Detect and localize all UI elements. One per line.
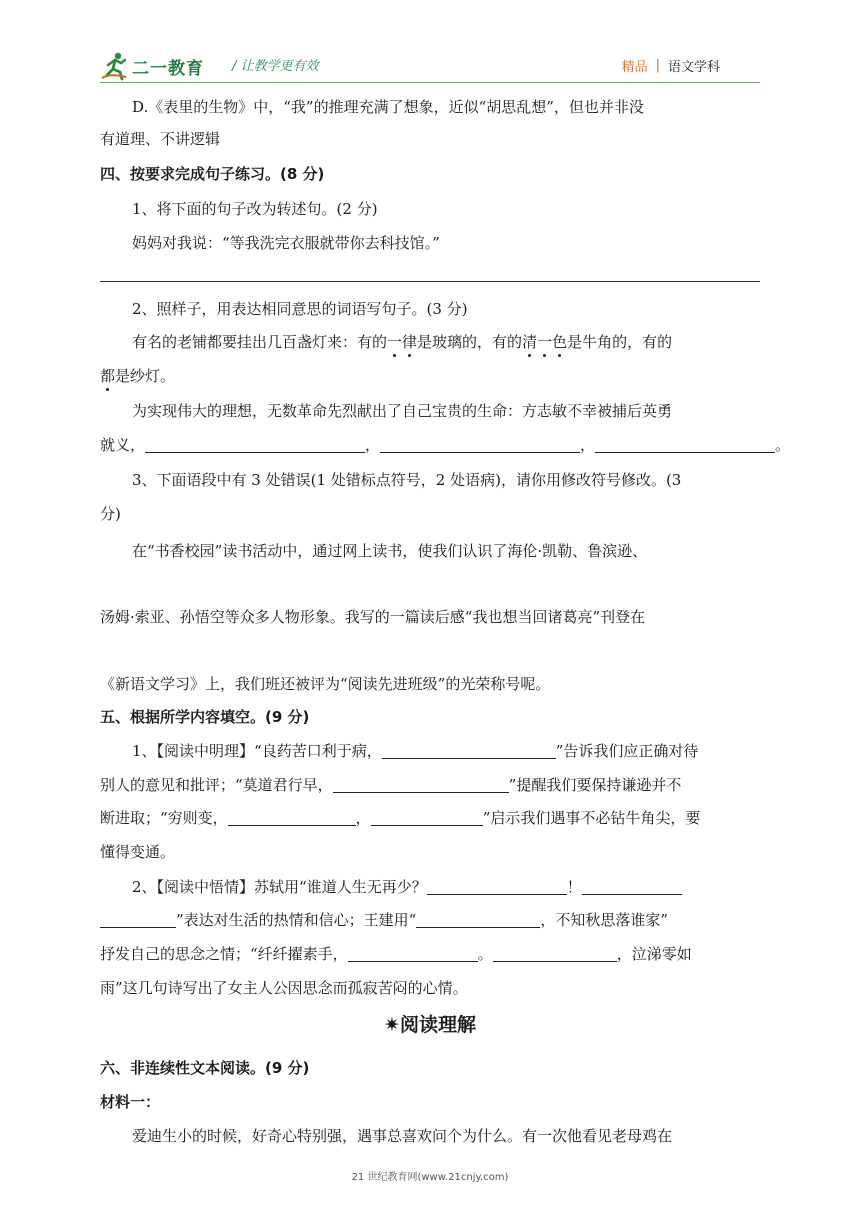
example-part: 是纱灯。 (115, 367, 176, 385)
blank-5-2-b1[interactable] (582, 878, 682, 895)
answer-line-4-1[interactable] (100, 281, 760, 282)
section-6-title: 六、非连续性文本阅读。(9 分) (100, 1059, 310, 1077)
blank-5-2-c[interactable] (416, 911, 540, 928)
page-footer: 21 世纪教育网(www.21cnjy.com) (351, 1172, 509, 1183)
emphasis-char: 都 (100, 367, 116, 385)
paragraph-line2: 汤姆·索亚、孙悟空等众多人物形象。我写的一篇读后感“我也想当回诸葛亮”刊登在 (100, 608, 646, 626)
running-man-icon (100, 51, 130, 81)
blank-4-2-c[interactable] (595, 436, 775, 453)
text: 断进取；“穷则变， (100, 809, 228, 827)
question-5-1-line2 (100, 774, 762, 796)
comma: ， (355, 809, 371, 827)
emphasis-char: 律 (402, 333, 418, 351)
blank-5-1-d[interactable] (371, 809, 483, 826)
example-sentence (132, 331, 794, 353)
example-part: 是牛角的，有的 (567, 333, 673, 351)
text: 。 (477, 945, 493, 963)
task-sentence-line2 (100, 434, 791, 456)
blank-4-2-b[interactable] (380, 436, 580, 453)
text: ！ (566, 878, 582, 896)
emphasis-char: 一 (387, 333, 403, 351)
question-5-2-line1 (132, 876, 794, 898)
dotted-word-2 (522, 333, 567, 351)
blank-5-2-d[interactable] (348, 945, 478, 962)
text: ”告诉我们应正确对待 (555, 742, 699, 760)
dotted-word-1 (387, 333, 417, 351)
task-prefix: 就义， (100, 436, 146, 454)
task-sentence-line1: 为实现伟大的理想，无数革命先烈献出了自己宝贵的生命：方志敏不幸被捕后英勇 (132, 402, 673, 420)
question-5-1-line4: 懂得变通。 (100, 843, 176, 861)
blank-5-1-c[interactable] (228, 809, 356, 826)
blank-4-2-a[interactable] (145, 436, 365, 453)
example-sentence-cont (100, 365, 762, 387)
text: ，不知秋思落谁家” (540, 911, 669, 929)
text: 别人的意见和批评；“莫道君行早， (100, 776, 333, 794)
blank-5-1-a[interactable] (382, 742, 556, 759)
material-1-line1: 爱迪生小的时候，好奇心特别强，遇事总喜欢问个为什么。有一次他看见老母鸡在 (132, 1127, 673, 1145)
paragraph-line3: 《新语文学习》上，我们班还被评为“阅读先进班级”的光荣称号呢。 (100, 675, 551, 693)
question-4-1-sentence: 妈妈对我说：“等我洗完衣服就带你去科技馆。” (132, 234, 440, 252)
page-header (100, 48, 760, 84)
text: ”提醒我们要保持谦逊并不 (508, 776, 682, 794)
material-1-label: 材料一： (100, 1093, 161, 1111)
question-5-2-line3 (100, 943, 762, 965)
option-d-line1: D.《表里的生物》中，“我”的推理充满了想象，近似“胡思乱想”，但也并非没 (132, 98, 644, 116)
emphasis-char: 清 (522, 333, 538, 351)
comma: ， (365, 436, 381, 454)
reading-section-title: ✷阅读理解 (384, 1014, 476, 1036)
example-part: 有名的老铺都要挂出几百盏灯来：有的 (132, 333, 388, 351)
emphasis-char: 一 (537, 333, 553, 351)
text: 1、【阅读中明理】“良药苦口利于病， (132, 742, 382, 760)
text: 2、【阅读中悟情】苏轼用“谁道人生无再少？ (132, 878, 427, 896)
logo (100, 48, 204, 84)
text: ”表达对生活的热情和信心；王建用“ (176, 911, 417, 929)
example-part: 是玻璃的，有的 (417, 333, 523, 351)
slogan: / 让教学更有效 (232, 59, 319, 74)
subject-label: 语文学科 (667, 60, 720, 75)
text: 抒发自己的思念之情；“纤纤擢素手， (100, 945, 348, 963)
emphasis-char: 色 (552, 333, 568, 351)
comma: ， (580, 436, 596, 454)
question-4-3-line2: 分) (100, 505, 121, 523)
header-separator: | (655, 58, 660, 73)
blank-5-1-b[interactable] (333, 776, 509, 793)
period: 。 (775, 436, 791, 454)
header-right (622, 56, 720, 75)
blank-5-2-b2[interactable] (100, 911, 176, 928)
option-d-line2: 有道理、不讲逻辑 (100, 130, 221, 148)
question-4-2: 2、照样子，用表达相同意思的词语写句子。(3 分) (132, 300, 468, 318)
blank-5-2-e[interactable] (493, 945, 617, 962)
blank-5-2-a[interactable] (427, 878, 567, 895)
question-5-2-line4: 雨”这几句诗写出了女主人公因思念而孤寂苦闷的心情。 (100, 979, 468, 997)
question-5-1-line1 (132, 740, 794, 762)
logo-text: 二一教育 (132, 58, 204, 79)
section-5-title: 五、根据所学内容填空。(9 分) (100, 708, 310, 726)
quality-label: 精品 (621, 60, 648, 75)
question-5-1-line3 (100, 807, 762, 829)
question-5-2-line2 (100, 909, 762, 931)
text: ”启示我们遇事不必钻牛角尖，要 (482, 809, 701, 827)
question-4-1: 1、将下面的句子改为转述句。(2 分) (132, 200, 378, 218)
header-divider (100, 82, 760, 83)
paragraph-line1: 在“书香校园”读书活动中，通过网上读书，使我们认识了海伦·凯勒、鲁滨逊、 (132, 542, 648, 560)
text: ，泣涕零如 (616, 945, 692, 963)
section-4-title: 四、按要求完成句子练习。(8 分) (100, 165, 325, 183)
dotted-word-3 (100, 367, 115, 385)
question-4-3-line1: 3、下面语段中有 3 处错误(1 处错标点符号，2 处语病)，请你用修改符号修改。(3 (132, 471, 682, 489)
